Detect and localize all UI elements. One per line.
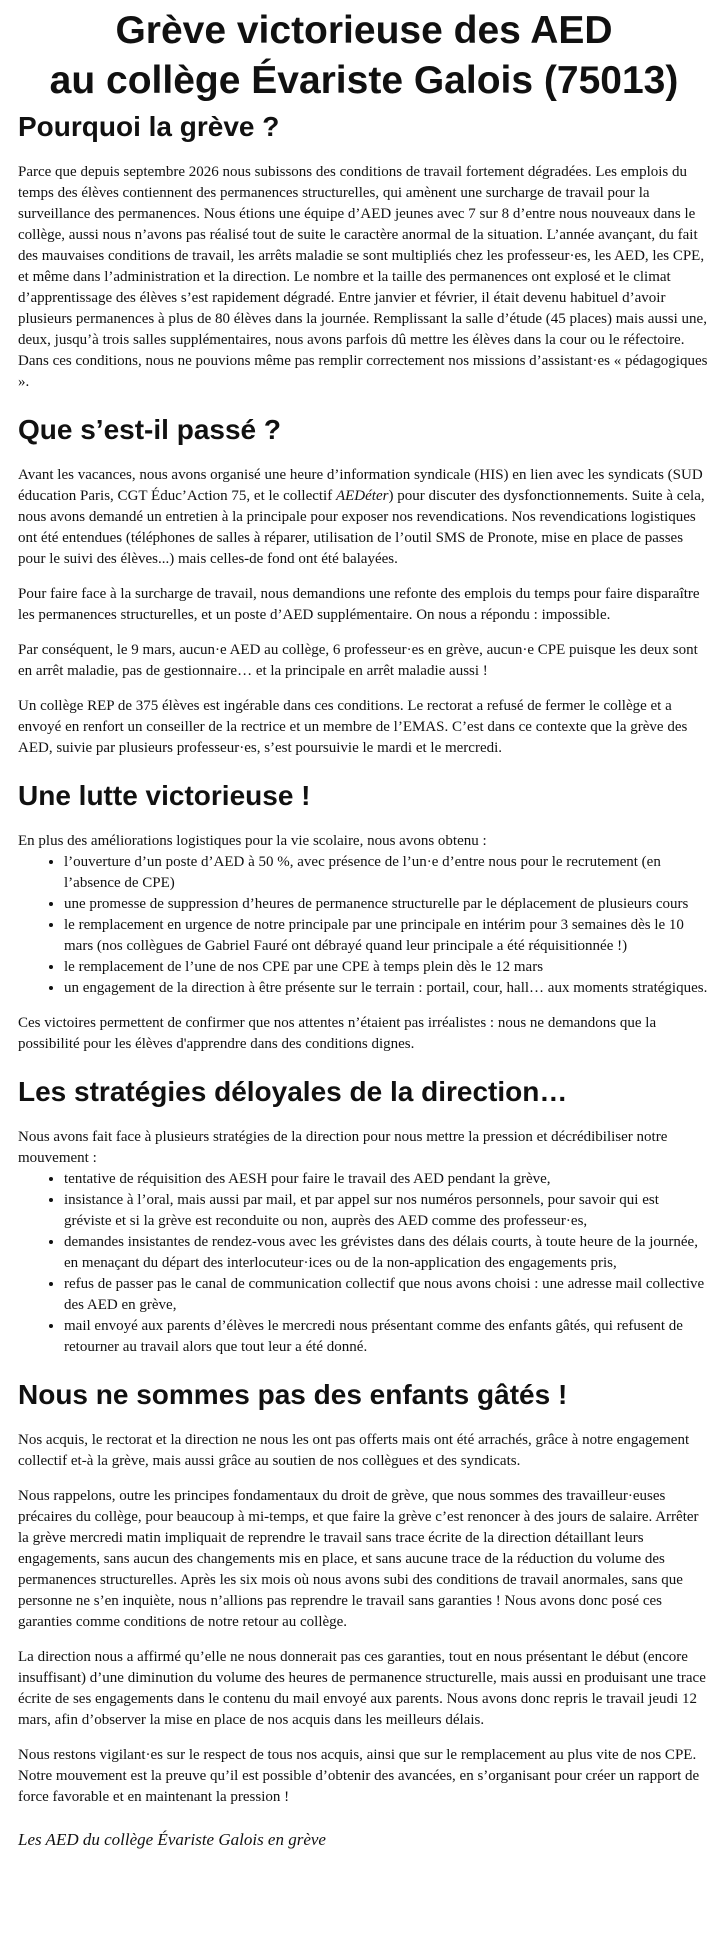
title-line-1: Grève victorieuse des AED [115,9,613,52]
paragraph: Ces victoires permettent de confirmer que nos attentes n’étaient pas irréalistes : nous ne demandons que la possibilité pour les élèves d'apprendre dans des conditions dignes. [18,1015,657,1052]
signature: Les AED du collège Évariste Galois en grève [18,1830,326,1849]
section-spoiled [18,1378,710,1808]
list-item: • refus de passer pas le canal de communication collectif que nous avons choisi : une adresse mail collective des AED en grève, [64,1274,710,1316]
paragraph: Nos acquis, le rectorat et la direction ne nous les ont pas offerts mais ont été arrachés, grâce à notre engagement collectif et-à la grève, mais aussi grâce au soutien de nos collègues et des syndicats. [18,1432,690,1469]
section-what [18,413,710,759]
heading-spoiled: Nous ne sommes pas des enfants gâtés ! [18,1379,568,1410]
victory-list [18,852,710,999]
paragraph: Nous rappelons, outre les principes fondamentaux du droit de grève, que nous sommes des travailleur·euses précaires du collège, pour beaucoup à mi-temps, et que faire la grève c’est renoncer à des jours de salaire. Arrêter la grève mercredi matin impliquait de reprendre le travail sans trace écrite de la direction détaillant leurs engagements, sans aucun des changements mis en place, et sans aucune trace de la réduction du volume des permanences structurelles. Après les six mois où nous avons subi des conditions de travail anormales, sans que personne ne s’en inquiète, nous n’allions pas reprendre le travail sans garanties ! Nous avons donc posé ces garanties comme conditions de notre retour au collège. [18,1488,699,1630]
list-item: • une promesse de suppression d’heures de permanence structurelle par le déplacement de plusieurs cours [64,894,710,915]
section-strategies [18,1075,710,1358]
section-why [18,110,710,393]
paragraph: Un collège REP de 375 élèves est ingérable dans ces conditions. Le rectorat a refusé de fermer le collège et a envoyé en renfort un conseiller de la rectrice et un membre de l’EMAS. C’est dans ce contexte que la grève des AED, suivie par plusieurs professeur·es, s’est poursuivie le mardi et le mercredi. [18,698,688,756]
section-victory [18,779,710,1055]
heading-what: Que s’est-il passé ? [18,414,281,445]
paragraph [18,465,710,570]
title-line-2: au collège Évariste Galois (75013) [49,59,679,102]
list-item: • le remplacement en urgence de notre principale par une principale en intérim pour 3 semaines dès le 10 mars (nos collègues de Gabriel Fauré ont débrayé quand leur principale a été réquisitionnée !) [64,915,710,957]
paragraph: Par conséquent, le 9 mars, aucun·e AED au collège, 6 professeur·es en grève, aucun·e CPE puisque les deux sont en arrêt maladie, pas de gestionnaire… et la principale en arrêt maladie aussi ! [18,642,698,679]
heading-strategies: Les stratégies déloyales de la direction… [18,1076,568,1107]
list-item: • mail envoyé aux parents d’élèves le mercredi nous présentant comme des enfants gâtés, qui refusent de retourner au travail alors que tout leur a été donné. [64,1316,710,1358]
strategies-list [18,1169,710,1358]
text-run: ) pour discuter des dysfonctionnements. Suite à cela, nous avons demandé un entretien à la principale pour exposer nos revendications. Nos revendications logistiques ont été entendues (téléphones de salles à réparer, utilisation de l’outil SMS de Pronote, mise en place de passes pour le suivi des élèves...) mais celles-de fond ont été balayées. [18,488,705,567]
paragraph: Nous restons vigilant·es sur le respect de tous nos acquis, ainsi que sur le remplacement au plus vite de nos CPE. Notre mouvement est la preuve qu’il est possible d’obtenir des avancées, en s’organisant pour créer un rapport de force favorable et en maintenant la pression ! [18,1747,700,1805]
list-item: • insistance à l’oral, mais aussi par mail, et par appel sur nos numéros personnels, pour savoir qui est gréviste et si la grève est reconduite ou non, auprès des AED comme des professeur·es, [64,1190,710,1232]
collective-name: AEDéter [335,488,389,504]
list-item: • l’ouverture d’un poste d’AED à 50 %, avec présence de l’un·e d’entre nous pour le recrutement (en l’absence de CPE) [64,852,710,894]
list-item: • le remplacement de l’une de nos CPE par une CPE à temps plein dès le 12 mars [64,957,710,978]
page-title [18,6,710,106]
paragraph: La direction nous a affirmé qu’elle ne nous donnerait pas ces garanties, tout en nous présentant le début (encore insuffisant) d’une diminution du volume des heures de permanence structurelle, mais aussi en produisant une trace écrite de ses engagements dans le contenu du mail envoyé aux parents. Nous avons donc repris le travail jeudi 12 mars, afin d’observer la mise en place de nos acquis dans les meilleurs délais. [18,1649,706,1728]
list-item: • demandes insistantes de rendez-vous avec les grévistes dans des délais courts, à toute heure de la journée, en menaçant du départ des interlocuteur·ices ou de la non-application des engagements pris, [64,1232,710,1274]
list-item: • tentative de réquisition des AESH pour faire le travail des AED pendant la grève, [64,1169,710,1190]
paragraph: Parce que depuis septembre 2026 nous subissons des conditions de travail fortement dégradées. Les emplois du temps des élèves contiennent des permanences structurelles, qui amènent une surcharge de travail pour la surveillance des permanences. Nous étions une équipe d’AED jeunes avec 7 sur 8 d’entre nous nouveaux dans le collège, aussi nous n’avons pas réalisé tout de suite le caractère anormal de la situation. L’année avançant, du fait des mauvaises conditions de travail, les arrêts maladie se sont multipliés chez les professeur·es, les AED, les CPE, et même dans l’administration et la direction. Le nombre et la taille des permanences ont explosé et le climat d’apprentissage des élèves s’est rapidement dégradé. Entre janvier et février, il était devenu habituel d’avoir plusieurs permanences à plus de 80 élèves dans la journée. Remplissant la salle d’étude (45 places) mais aussi une, deux, jusqu’à trois salles supplémentaires, nous avons parfois dû mettre les élèves dans la cour ou le réfectoire. Dans ces conditions, nous ne pouvions même pas remplir correctement nos missions d’assistant·es « pédagogiques ». [18,164,708,390]
list-item: • un engagement de la direction à être présente sur le terrain : portail, cour, hall… aux moments stratégiques. [64,978,710,999]
text-run: Avant les vacances, nous avons organisé une heure d’information syndicale (HIS) en lien avec les syndicats (SUD éducation Paris, CGT Éduc’Action 75, et le collectif [18,467,703,504]
heading-victory: Une lutte victorieuse ! [18,780,311,811]
heading-why: Pourquoi la grève ? [18,111,280,142]
list-intro: En plus des améliorations logistiques pour la vie scolaire, nous avons obtenu : [18,833,487,849]
list-intro: Nous avons fait face à plusieurs stratégies de la direction pour nous mettre la pression et décrédibiliser notre mouvement : [18,1129,668,1166]
paragraph: Pour faire face à la surcharge de travail, nous demandions une refonte des emplois du temps pour faire disparaître les permanences structurelles, et un poste d’AED supplémentaire. On nous a répondu : impossible. [18,586,700,623]
